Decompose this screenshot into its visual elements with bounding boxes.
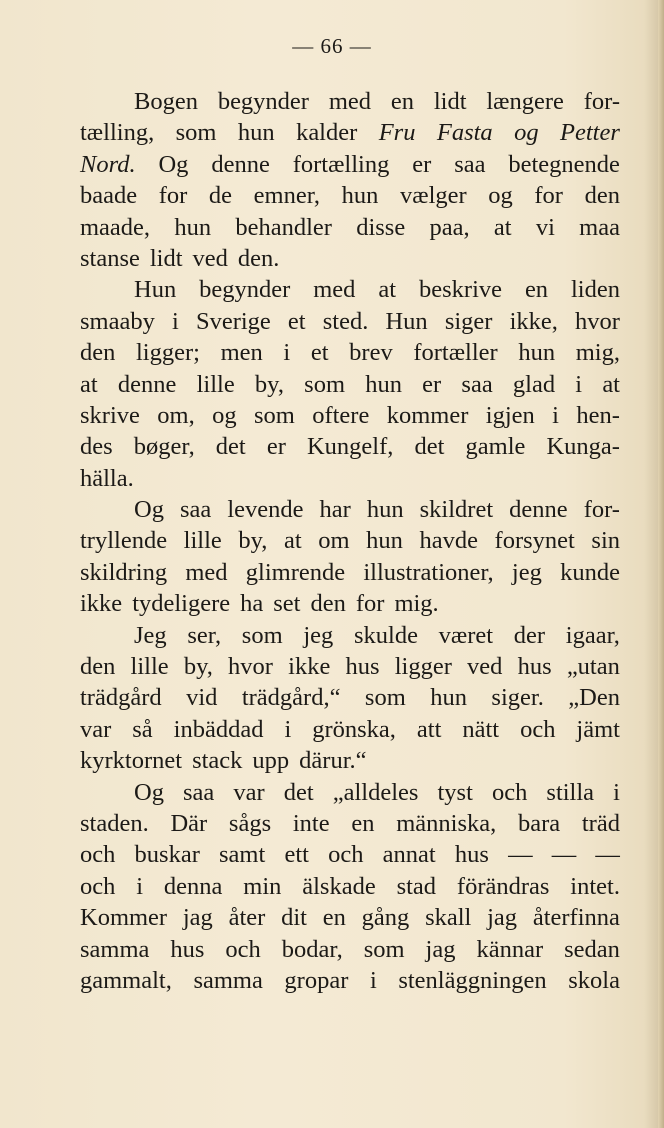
word: och [520, 715, 556, 743]
word: den [584, 182, 620, 210]
word: den. [237, 244, 280, 272]
word: förändras [456, 872, 550, 900]
word: samma [193, 966, 263, 994]
text-line [80, 965, 620, 996]
word: Hun [385, 307, 428, 335]
word: Og [134, 496, 164, 524]
word: siger. [491, 684, 544, 712]
word: skola [568, 966, 620, 994]
word: jag [182, 904, 213, 932]
word: det [414, 433, 445, 461]
word: Sverige [195, 307, 271, 335]
word: siger [444, 307, 493, 335]
word: i [575, 370, 583, 398]
word: med [185, 558, 228, 586]
word: Fasta [436, 119, 493, 147]
word: igaar, [565, 621, 620, 649]
word: brev [349, 339, 393, 367]
word: — [551, 841, 577, 869]
word: hun [366, 527, 403, 555]
word: lille [183, 527, 222, 555]
word: nätt [462, 715, 500, 743]
word: betegnende [508, 150, 620, 178]
word: beskrive [419, 276, 502, 304]
word: — [508, 841, 533, 869]
word: och [491, 778, 528, 806]
word: skrive [80, 401, 140, 429]
word: ligger [394, 653, 452, 681]
word: hus [345, 653, 380, 681]
word: Og [158, 150, 189, 178]
word: intet. [570, 872, 620, 900]
word: denne [509, 496, 568, 524]
word: illustrationer, [363, 558, 494, 586]
word: lille [196, 370, 235, 398]
word: behandler [235, 213, 332, 241]
word: vid [186, 684, 218, 712]
word: Jeg [134, 621, 167, 649]
word: samt [219, 841, 266, 869]
word: at [378, 276, 397, 304]
word: begynder [199, 276, 291, 304]
text-line [80, 902, 620, 933]
word: forsynet [494, 527, 575, 555]
text-line [80, 306, 620, 337]
word: jeg [303, 621, 334, 649]
word: — [595, 841, 620, 869]
word: som [175, 119, 217, 147]
word: været [438, 621, 494, 649]
word: min [243, 872, 282, 900]
word: bøger, [133, 433, 195, 461]
page-number: — 66 — [292, 34, 372, 58]
word: Og [134, 778, 164, 806]
word: gamle [465, 433, 526, 461]
text-line [80, 839, 620, 870]
word: fortæller [413, 339, 498, 367]
word: for [158, 182, 188, 210]
word: hen- [576, 401, 620, 429]
word: lidt [433, 88, 467, 115]
word: begynder [217, 88, 309, 115]
word: by, [183, 653, 213, 681]
word: ser, [187, 621, 222, 649]
word: hun [365, 370, 402, 398]
word: bara [517, 809, 561, 837]
word: glad [512, 370, 556, 398]
word: der [513, 621, 546, 649]
word: og [488, 182, 513, 210]
word: om [318, 527, 350, 555]
word: i [552, 401, 559, 429]
word: i [284, 715, 292, 743]
word: maade, [80, 213, 151, 241]
word: Hun [134, 276, 177, 304]
text-line [80, 588, 620, 619]
word: levende [227, 496, 304, 524]
word: ved [192, 244, 228, 272]
word: at [80, 370, 98, 398]
word: hus [170, 935, 205, 963]
word: staden. [80, 809, 149, 837]
word: smaaby [80, 307, 155, 335]
word: hun [174, 213, 212, 241]
word: och [80, 872, 116, 900]
word: ligger; [136, 339, 200, 367]
text-line [80, 243, 620, 274]
word: paa, [429, 213, 470, 241]
word: „utan [566, 653, 620, 681]
text-line [80, 86, 620, 117]
word: saa [179, 496, 212, 524]
word: en [390, 88, 414, 115]
word: vælger [399, 182, 467, 210]
word: Kunga- [546, 433, 620, 461]
word: tyst [437, 778, 473, 806]
word: buskar [134, 841, 200, 869]
word: kyrktornet [80, 747, 183, 775]
word: i [283, 339, 291, 367]
word: i [171, 307, 179, 335]
word: men [220, 339, 263, 367]
word: stack [192, 747, 243, 775]
word: var [80, 715, 112, 743]
word: människa, [396, 809, 497, 837]
word: Nord. [80, 150, 136, 178]
word: som [304, 370, 345, 398]
text-line [80, 463, 620, 494]
word: en [524, 276, 549, 304]
word: mig. [394, 590, 439, 618]
word: inbäddad [173, 715, 264, 743]
word: därur.“ [299, 747, 367, 775]
word: for [534, 182, 563, 210]
word: sted. [322, 307, 369, 335]
word: har [319, 496, 351, 524]
word: Bogen [134, 88, 198, 115]
page-edge [658, 0, 664, 1128]
word: det [215, 433, 246, 461]
text-line [80, 369, 620, 400]
word: bodar, [281, 935, 343, 963]
word: trädgård,“ [241, 684, 341, 712]
word: for- [583, 496, 620, 524]
word: for [355, 590, 385, 618]
word: jeg [511, 558, 542, 586]
word: grönska, [312, 715, 396, 743]
word: skall [425, 904, 472, 932]
word: fortælling [292, 150, 390, 178]
word: saa [183, 778, 215, 806]
word: jämt [576, 715, 620, 743]
word: lille [130, 653, 169, 681]
text-line [80, 620, 620, 651]
word: ett [284, 841, 309, 869]
word: dit [281, 904, 307, 932]
text-line [80, 431, 620, 462]
word: den [80, 653, 116, 681]
word: mig, [575, 339, 620, 367]
word: var [233, 778, 265, 806]
word: som [241, 621, 283, 649]
word: „alldeles [332, 778, 419, 806]
word: gång [361, 904, 410, 932]
word: by, [254, 370, 284, 398]
word: inte [292, 809, 330, 837]
word: och [80, 841, 116, 869]
word: den [310, 590, 346, 618]
word: återfinna [532, 904, 620, 932]
word: hun [341, 182, 379, 210]
word: med [328, 88, 372, 115]
word: i [613, 778, 620, 806]
word: skildring [80, 558, 168, 586]
word: jag [487, 904, 518, 932]
word: ikke, [509, 307, 558, 335]
text-line [80, 934, 620, 965]
word: ved [467, 653, 503, 681]
word: igjen [485, 401, 535, 429]
word: kalder [296, 119, 358, 147]
word: som [364, 684, 406, 712]
word: kunde [560, 558, 620, 586]
word: hun [430, 684, 467, 712]
word: hun [237, 119, 275, 147]
text-line [80, 337, 620, 368]
text-line [80, 525, 620, 556]
word: och [225, 935, 261, 963]
word: stad [396, 872, 437, 900]
word: annat [382, 841, 436, 869]
word: i [136, 872, 144, 900]
word: ikke [288, 653, 331, 681]
word: des [80, 433, 113, 461]
word: „Den [568, 684, 620, 712]
word: at [602, 370, 620, 398]
text-line [80, 149, 620, 180]
word: set [273, 590, 301, 618]
word: et [287, 307, 306, 335]
word: kännar [476, 935, 544, 963]
text-line [80, 117, 620, 148]
word: by, [238, 527, 268, 555]
word: gammalt, [80, 966, 172, 994]
word: tydeligere [132, 590, 231, 618]
word: denne [211, 150, 270, 178]
word: kommer [386, 401, 469, 429]
text-line [80, 180, 620, 211]
word: oftere [312, 401, 370, 429]
word: stenläggningen [398, 966, 547, 994]
word: skulde [353, 621, 418, 649]
word: denne [117, 370, 177, 398]
text-line [80, 714, 620, 745]
word: Fru [378, 119, 416, 147]
word: sedan [564, 935, 620, 963]
word: er [266, 433, 286, 461]
word: och [328, 841, 364, 869]
word: det [283, 778, 314, 806]
word: hvor [575, 307, 620, 335]
word: hus [454, 841, 489, 869]
word: de [208, 182, 233, 210]
word: gropar [284, 966, 349, 994]
text-line [80, 400, 620, 431]
word: så [132, 715, 153, 743]
word: en [322, 904, 346, 932]
word: åter [228, 904, 266, 932]
word: er [422, 370, 442, 398]
body-text [80, 86, 620, 996]
word: hun [518, 339, 556, 367]
word: hus [517, 653, 552, 681]
word: en [351, 809, 375, 837]
word: som [253, 401, 295, 429]
word: stilla [546, 778, 595, 806]
word: Där [170, 809, 208, 837]
text-line [80, 212, 620, 243]
word: att [416, 715, 442, 743]
word: om, [157, 401, 195, 429]
word: sin [591, 527, 620, 555]
word: maa [579, 213, 620, 241]
word: at [283, 527, 302, 555]
word: träd [581, 809, 620, 837]
word: Petter [560, 119, 620, 147]
text-line [80, 745, 620, 776]
word: ha [240, 590, 264, 618]
text-line [80, 808, 620, 839]
word: vi [535, 213, 555, 241]
word: upp [252, 747, 290, 775]
text-line [80, 274, 620, 305]
word: den [80, 339, 116, 367]
word: og [514, 119, 539, 147]
word: skildret [419, 496, 494, 524]
text-line [80, 651, 620, 682]
text-line [80, 871, 620, 902]
word: i [369, 966, 377, 994]
word: som [363, 935, 405, 963]
word: et [310, 339, 329, 367]
word: glimrende [245, 558, 346, 586]
text-line [80, 777, 620, 808]
word: lidt [149, 244, 183, 272]
word: samma [80, 935, 150, 963]
word: Kommer [80, 904, 168, 932]
word: tælling, [80, 119, 155, 147]
word: ikke [80, 590, 123, 618]
word: disse [356, 213, 406, 241]
word: hvor [228, 653, 273, 681]
word: denna [163, 872, 223, 900]
word: og [212, 401, 237, 429]
word: liden [571, 276, 620, 304]
word: älskade [302, 872, 376, 900]
word: jag [425, 935, 456, 963]
word: Kungelf, [306, 433, 394, 461]
word: hälla. [80, 464, 134, 492]
word: stanse [80, 244, 140, 272]
word: trädgård [80, 684, 162, 712]
word: havde [419, 527, 478, 555]
word: baade [80, 182, 138, 210]
word: for- [583, 88, 620, 115]
word: længere [486, 88, 564, 115]
word: saa [461, 370, 493, 398]
word: sågs [228, 809, 272, 837]
word: hun [366, 496, 404, 524]
word: emner, [253, 182, 321, 210]
text-line [80, 494, 620, 525]
word: med [313, 276, 356, 304]
word: at [493, 213, 512, 241]
word: er [412, 150, 432, 178]
text-line [80, 557, 620, 588]
word: saa [454, 150, 486, 178]
text-line [80, 682, 620, 713]
word: tryllende [80, 527, 168, 555]
